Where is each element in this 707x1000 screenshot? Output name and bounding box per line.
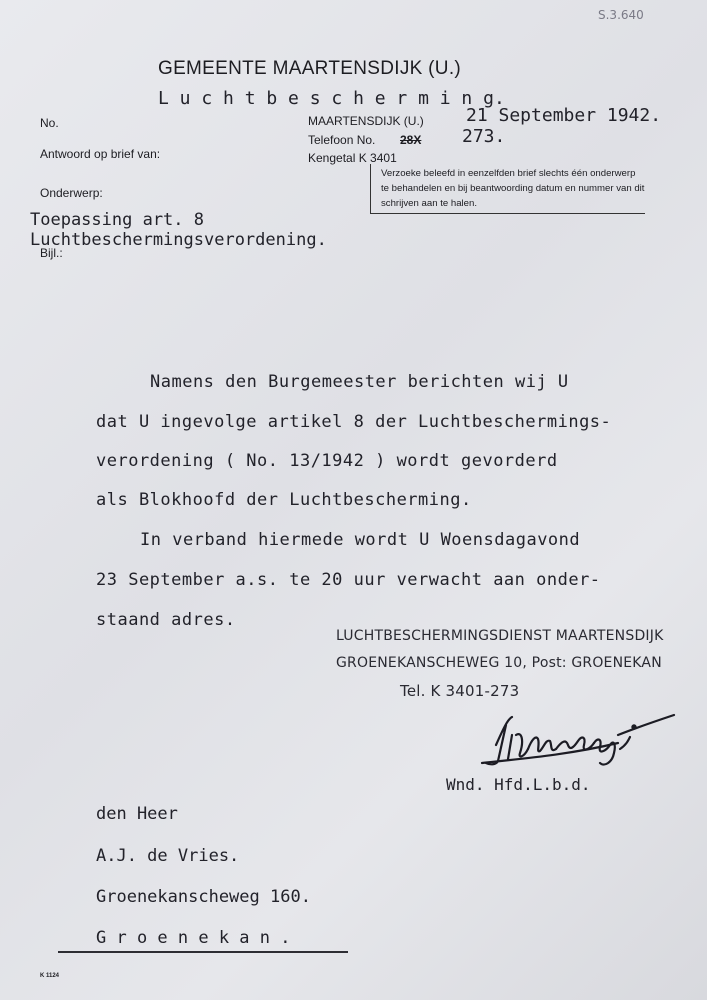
stamp-line-3: Tel. K 3401-273 bbox=[400, 682, 520, 700]
body-line-6: 23 September a.s. te 20 uur verwacht aan onder- bbox=[96, 570, 601, 590]
body-line-7: staand adres. bbox=[96, 610, 236, 630]
body-line-3: verordening ( No. 13/1942 ) wordt gevorderd bbox=[96, 451, 558, 471]
addressee-town: G r o e n e k a n . bbox=[96, 928, 291, 948]
place-city: MAARTENSDIJK (U.) bbox=[308, 114, 424, 128]
reply-to-label: Antwoord op brief van: bbox=[40, 147, 161, 161]
town-underline bbox=[58, 951, 348, 953]
stamp-line-2: GROENEKANSCHEWEG 10, Post: GROENEKAN bbox=[336, 655, 662, 671]
phone-number: 273. bbox=[462, 126, 506, 147]
reply-notice-box: Verzoeke beleefd in eenzelfden brief slechts één onderwerp te behandelen en bij beantwoording datum en nummer van dit schrijven aan te halen. bbox=[370, 164, 645, 214]
signatory-title: Wnd. Hfd.L.b.d. bbox=[446, 775, 591, 794]
stamp-line-1: LUCHTBESCHERMINGSDIENST MAARTENSDIJK bbox=[336, 628, 664, 644]
number-label: No. bbox=[40, 116, 59, 130]
enclosures-label: Bijl.: bbox=[40, 246, 63, 260]
municipality-heading: GEMEENTE MAARTENSDIJK (U.) bbox=[158, 58, 462, 79]
handwritten-signature bbox=[478, 705, 678, 775]
addressee-salutation: den Heer bbox=[96, 804, 178, 824]
subject-line-2: Luchtbeschermingsverordening. bbox=[30, 230, 327, 250]
letter-date: 21 September 1942. bbox=[466, 105, 662, 126]
archive-reference: S.3.640 bbox=[598, 8, 644, 22]
body-line-1: Namens den Burgemeester berichten wij U bbox=[150, 372, 569, 392]
body-line-2: dat U ingevolge artikel 8 der Luchtbeschermings- bbox=[96, 412, 612, 432]
body-line-5: In verband hiermede wordt U Woensdagavond bbox=[140, 530, 581, 550]
subject-line-1: Toepassing art. 8 bbox=[30, 210, 204, 230]
kengetal: Kengetal K 3401 bbox=[308, 151, 397, 165]
department-heading: L u c h t b e s c h e r m i n g. bbox=[158, 88, 505, 109]
body-line-4: als Blokhoofd der Luchtbescherming. bbox=[96, 490, 472, 510]
form-code: K 1124 bbox=[40, 973, 60, 979]
phone-struck-number: 28X bbox=[400, 133, 422, 147]
addressee-street: Groenekanscheweg 160. bbox=[96, 887, 311, 907]
addressee-name: A.J. de Vries. bbox=[96, 846, 240, 866]
phone-label: Telefoon No. bbox=[308, 133, 376, 147]
subject-label: Onderwerp: bbox=[40, 186, 103, 200]
